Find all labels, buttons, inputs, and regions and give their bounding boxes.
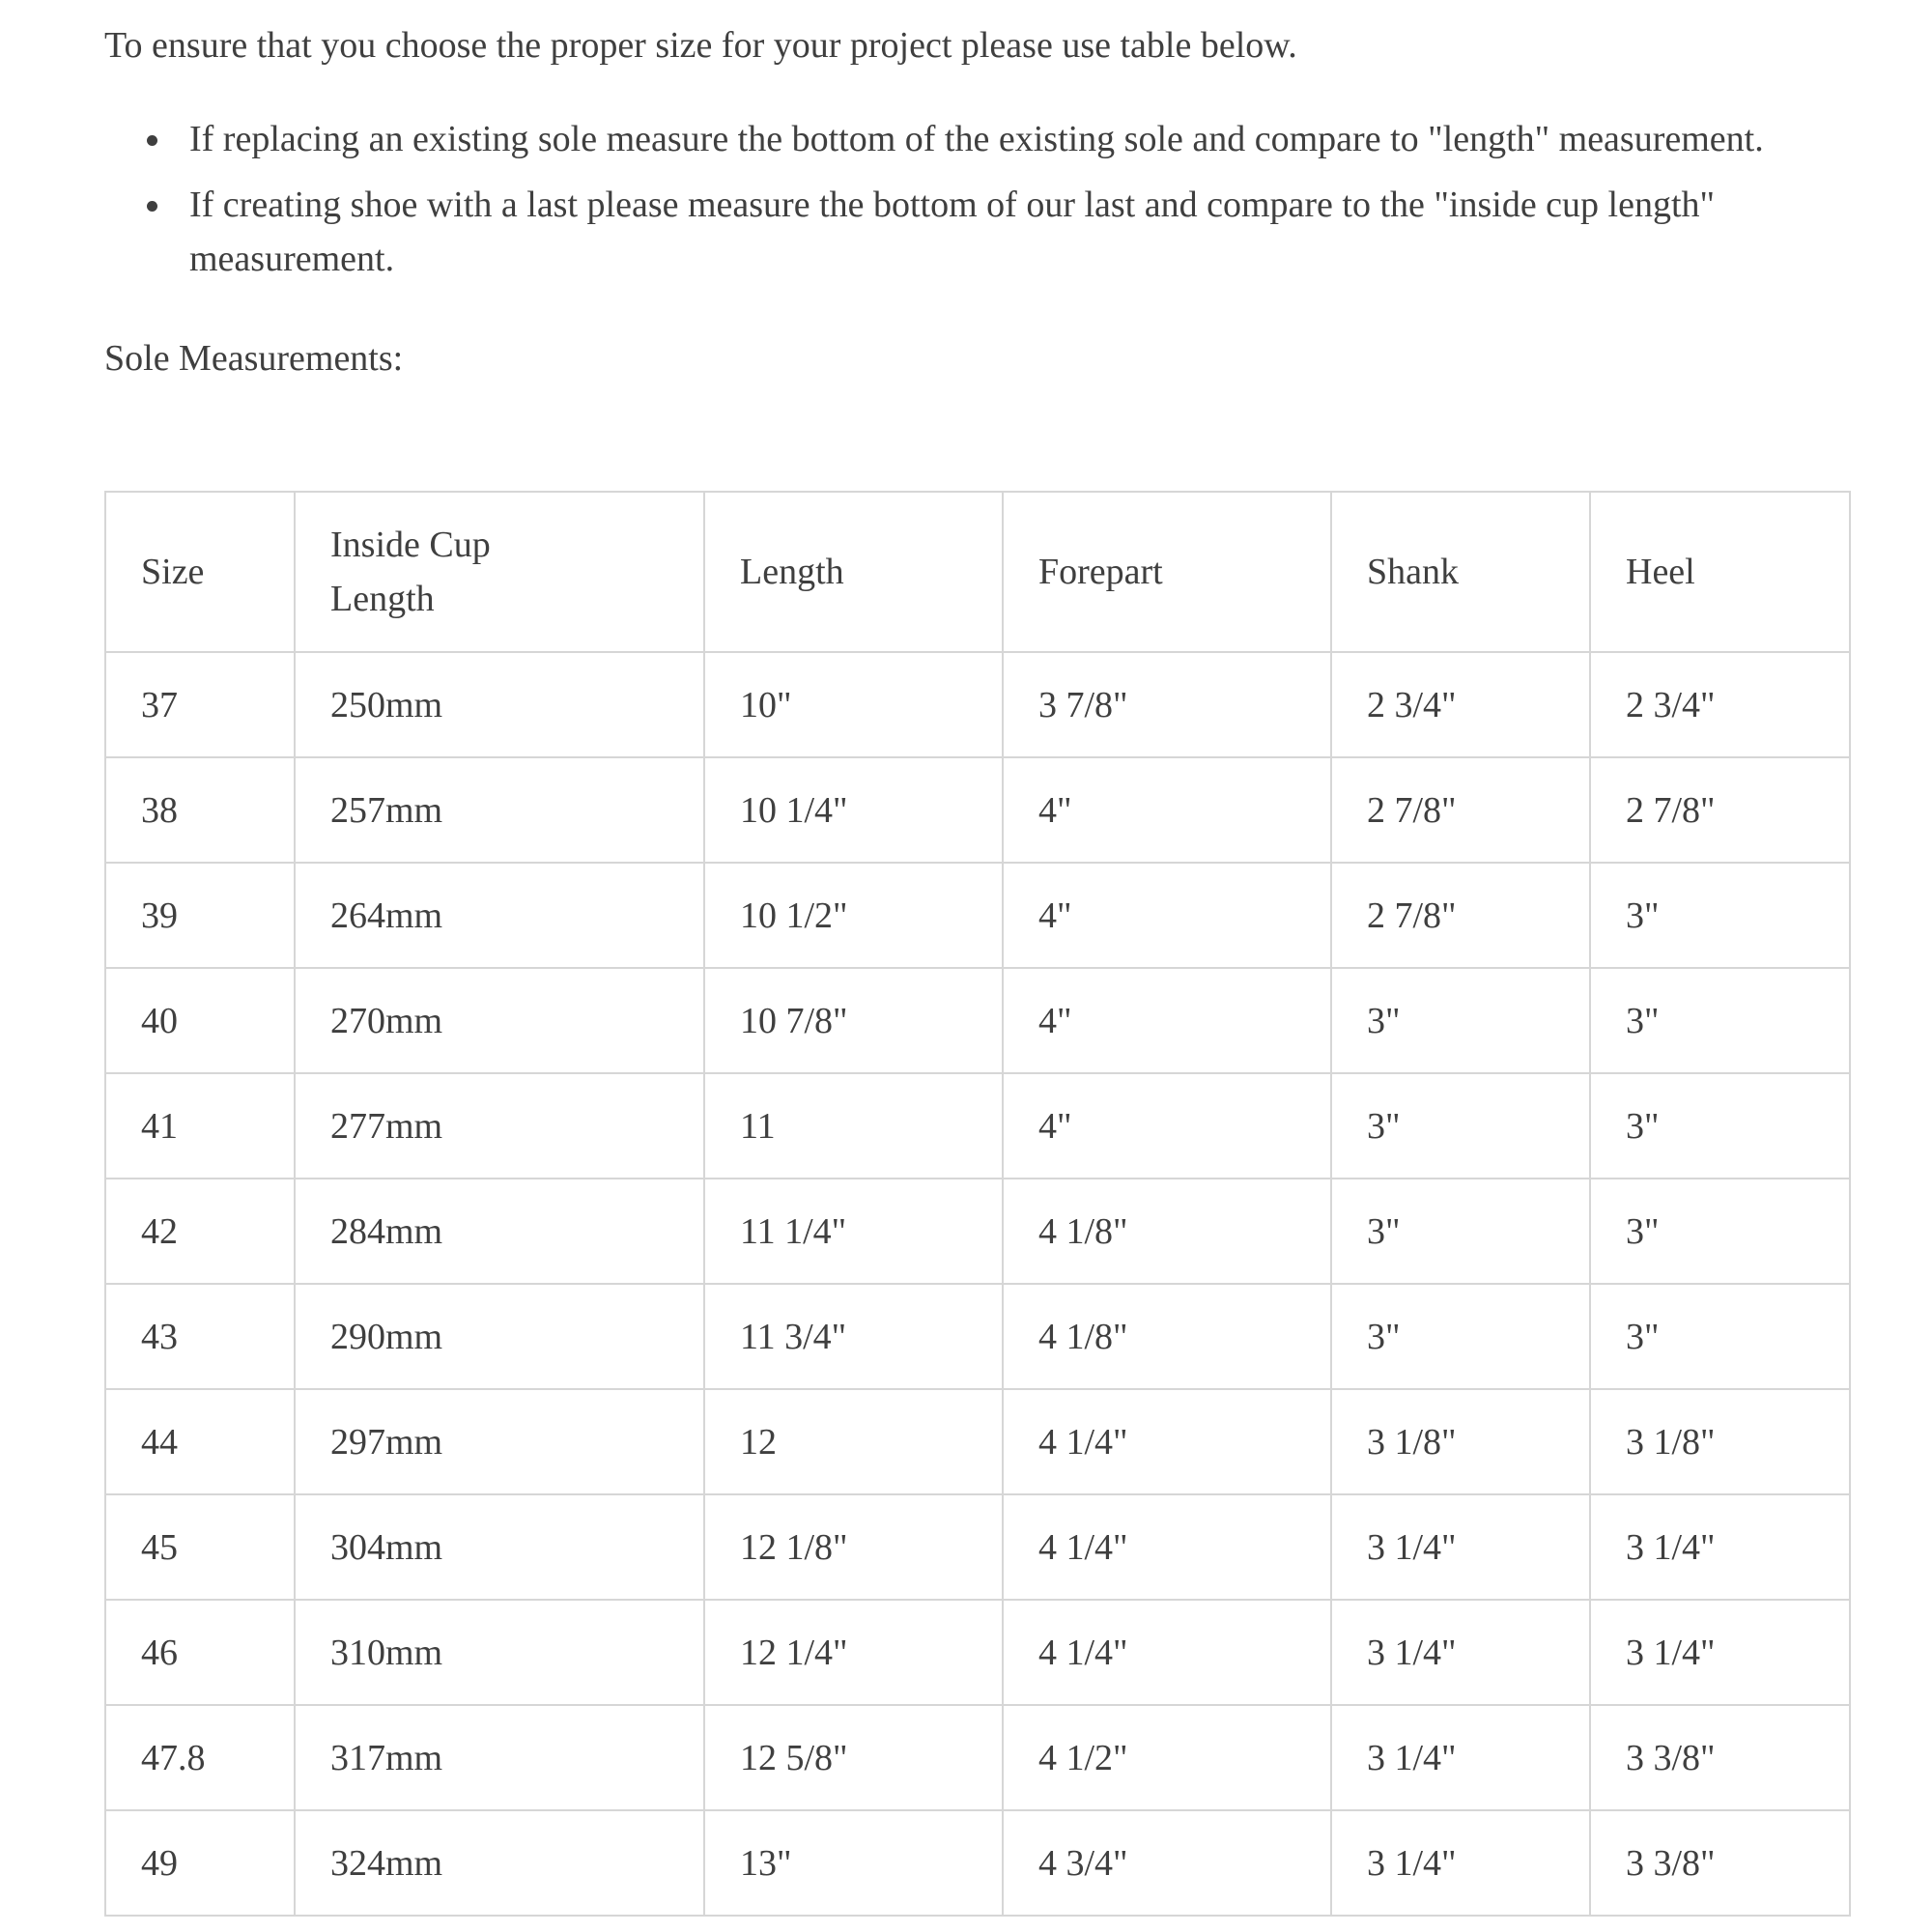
cell-length: 10 1/2" [704, 863, 1003, 968]
cell-length: 13" [704, 1810, 1003, 1916]
cell-shank: 2 7/8" [1331, 757, 1590, 863]
cell-size: 38 [105, 757, 295, 863]
table-header-row [105, 492, 1850, 652]
cell-size: 44 [105, 1389, 295, 1494]
cell-inside-cup-length: 290mm [295, 1284, 704, 1389]
header-forepart: Forepart [1003, 492, 1331, 652]
header-inside-cup-length [295, 492, 704, 652]
cell-inside-cup-length: 297mm [295, 1389, 704, 1494]
cell-length: 10" [704, 652, 1003, 757]
list-item [189, 112, 1843, 166]
cell-forepart: 3 7/8" [1003, 652, 1331, 757]
cell-shank: 3 1/4" [1331, 1600, 1590, 1705]
cell-length: 12 5/8" [704, 1705, 1003, 1810]
header-shank: Shank [1331, 492, 1590, 652]
cell-size: 46 [105, 1600, 295, 1705]
cell-inside-cup-length: 277mm [295, 1073, 704, 1179]
cell-inside-cup-length: 284mm [295, 1179, 704, 1284]
cell-size: 49 [105, 1810, 295, 1916]
cell-shank: 3 1/8" [1331, 1389, 1590, 1494]
cell-forepart: 4 1/2" [1003, 1705, 1331, 1810]
header-inside-cup-line1: Inside Cup [330, 525, 491, 565]
cell-length: 11 [704, 1073, 1003, 1179]
table-row [105, 1389, 1850, 1494]
sole-measurements-table [104, 491, 1851, 1917]
cell-shank: 2 3/4" [1331, 652, 1590, 757]
cell-length: 12 1/4" [704, 1600, 1003, 1705]
cell-length: 10 7/8" [704, 968, 1003, 1073]
table-row [105, 1284, 1850, 1389]
cell-length: 12 1/8" [704, 1494, 1003, 1600]
instructions-list [104, 112, 1843, 286]
cell-forepart: 4 1/4" [1003, 1389, 1331, 1494]
cell-length: 11 3/4" [704, 1284, 1003, 1389]
cell-inside-cup-length: 304mm [295, 1494, 704, 1600]
instruction-text: If replacing an existing sole measure the bottom of the existing sole and compare to "length" measurement. [189, 119, 1764, 159]
cell-heel: 2 7/8" [1590, 757, 1850, 863]
header-heel: Heel [1590, 492, 1850, 652]
cell-inside-cup-length: 250mm [295, 652, 704, 757]
table-row [105, 652, 1850, 757]
cell-size: 40 [105, 968, 295, 1073]
cell-shank: 3" [1331, 1073, 1590, 1179]
intro-text: To ensure that you choose the proper size for your project please use table below. [104, 25, 1297, 66]
cell-heel: 3" [1590, 863, 1850, 968]
cell-size: 41 [105, 1073, 295, 1179]
bullet-icon [147, 201, 157, 212]
cell-shank: 3 1/4" [1331, 1810, 1590, 1916]
content-area [104, 0, 1843, 383]
cell-heel: 3" [1590, 1073, 1850, 1179]
cell-heel: 3" [1590, 1284, 1850, 1389]
cell-shank: 3" [1331, 1284, 1590, 1389]
table-row [105, 863, 1850, 968]
list-item [189, 178, 1843, 286]
cell-forepart: 4 1/8" [1003, 1179, 1331, 1284]
cell-heel: 3" [1590, 1179, 1850, 1284]
cell-forepart: 4" [1003, 968, 1331, 1073]
cell-heel: 3 1/8" [1590, 1389, 1850, 1494]
table-row [105, 757, 1850, 863]
table-row [105, 1810, 1850, 1916]
cell-shank: 3 1/4" [1331, 1494, 1590, 1600]
cell-forepart: 4 1/4" [1003, 1600, 1331, 1705]
cell-inside-cup-length: 257mm [295, 757, 704, 863]
cell-inside-cup-length: 317mm [295, 1705, 704, 1810]
cell-heel: 3" [1590, 968, 1850, 1073]
cell-heel: 3 1/4" [1590, 1494, 1850, 1600]
cell-inside-cup-length: 264mm [295, 863, 704, 968]
cell-length: 10 1/4" [704, 757, 1003, 863]
cell-size: 42 [105, 1179, 295, 1284]
cell-heel: 3 1/4" [1590, 1600, 1850, 1705]
header-inside-cup-line2: Length [330, 579, 435, 619]
section-label: Sole Measurements: [104, 338, 404, 379]
cell-size: 45 [105, 1494, 295, 1600]
cell-heel: 2 3/4" [1590, 652, 1850, 757]
cell-length: 12 [704, 1389, 1003, 1494]
table-row [105, 1494, 1850, 1600]
cell-inside-cup-length: 270mm [295, 968, 704, 1073]
cell-forepart: 4 1/4" [1003, 1494, 1331, 1600]
header-size: Size [105, 492, 295, 652]
cell-heel: 3 3/8" [1590, 1810, 1850, 1916]
cell-shank: 3" [1331, 1179, 1590, 1284]
cell-forepart: 4 3/4" [1003, 1810, 1331, 1916]
table-row [105, 1179, 1850, 1284]
table-row [105, 968, 1850, 1073]
table-row [105, 1600, 1850, 1705]
cell-inside-cup-length: 324mm [295, 1810, 704, 1916]
cell-forepart: 4" [1003, 1073, 1331, 1179]
cell-forepart: 4" [1003, 863, 1331, 968]
cell-shank: 3" [1331, 968, 1590, 1073]
cell-forepart: 4 1/8" [1003, 1284, 1331, 1389]
cell-size: 37 [105, 652, 295, 757]
cell-forepart: 4" [1003, 757, 1331, 863]
cell-shank: 3 1/4" [1331, 1705, 1590, 1810]
cell-size: 39 [105, 863, 295, 968]
cell-size: 47.8 [105, 1705, 295, 1810]
bullet-icon [147, 135, 157, 146]
instruction-text: If creating shoe with a last please measure the bottom of our last and compare to the "inside cup length" measurement. [189, 185, 1716, 279]
cell-heel: 3 3/8" [1590, 1705, 1850, 1810]
cell-length: 11 1/4" [704, 1179, 1003, 1284]
table-row [105, 1705, 1850, 1810]
header-length: Length [704, 492, 1003, 652]
table-row [105, 1073, 1850, 1179]
cell-inside-cup-length: 310mm [295, 1600, 704, 1705]
cell-shank: 2 7/8" [1331, 863, 1590, 968]
cell-size: 43 [105, 1284, 295, 1389]
